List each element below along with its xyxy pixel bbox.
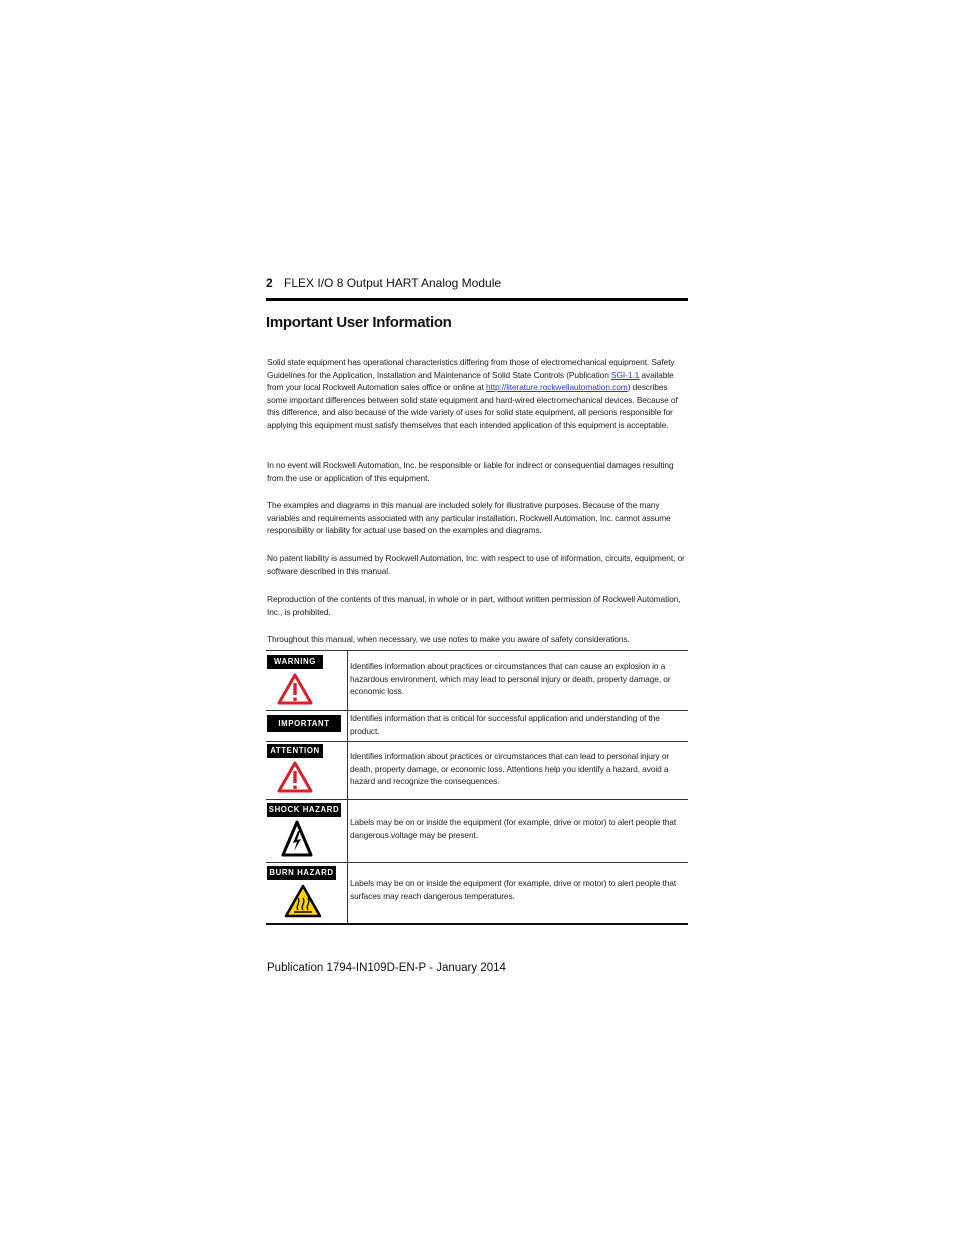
footer-prefix: Publication	[267, 962, 324, 974]
important-text: Identifies information that is critical for successful application and understanding of the product.	[350, 713, 660, 736]
shock-hazard-text: Labels may be on or inside the equipment (for example, drive or motor) to alert people that dangerous voltage may be present.	[350, 817, 677, 840]
shock-hazard-label: SHOCK HAZARD	[267, 803, 341, 817]
paragraph-text: available from your local Rockwell Automation sales office or online at	[267, 369, 674, 392]
attention-text: Identifies information about practices or circumstances that can lead to personal injury or death, property damage, or economic loss. Attentions help you identify a hazard, avoid a hazard and recognize the consequences.	[350, 751, 670, 786]
warning-text: Identifies information about practices or circumstances that can cause an explosion in a hazardous environment, which may lead to personal injury or death, property damage, or economic loss.	[350, 661, 671, 696]
note-row-attention	[266, 741, 688, 799]
page-footer	[267, 962, 506, 974]
attention-label: ATTENTION	[267, 744, 323, 758]
paragraph-reproduction: Reproduction of the contents of this manual, in whole or in part, without written permission of Rockwell Automation, Inc., is prohibited.	[267, 594, 681, 617]
page-number: 2	[266, 276, 273, 290]
document-title: FLEX I/O 8 Output HART Analog Module	[284, 276, 502, 290]
warning-triangle-icon	[277, 761, 313, 793]
burn-hazard-text: Labels may be on or inside the equipment (for example, drive or motor) to alert people that surfaces may reach dangerous temperatures.	[350, 878, 677, 901]
header-rule	[266, 298, 688, 301]
note-row-burn-hazard	[266, 862, 688, 925]
shock-hazard-icon	[281, 820, 313, 858]
paragraph-examples: The examples and diagrams in this manual are included solely for illustrative purposes. Because of the many variables and requirements associated with any particular installation, Rockwell Automation, Inc. cannot assume responsibility or liability for actual use based on the examples and diagrams.	[267, 500, 671, 535]
section-title: Important User Information	[266, 314, 452, 331]
burn-hazard-label: BURN HAZARD	[267, 866, 336, 880]
paragraph-notes-intro: Throughout this manual, when necessary, we use notes to make you aware of safety considerations.	[267, 634, 630, 644]
paragraph-liability: In no event will Rockwell Automation, Inc. be responsible or liable for indirect or consequential damages resulting from the use or application of this equipment.	[267, 460, 674, 483]
safety-notes-table	[266, 650, 688, 925]
sgi-link[interactable]: SGI-1.1	[611, 369, 640, 380]
paragraph-text: Solid state equipment has operational characteristics differing from those of electromechanical equipment. Safety Guidelines for the Application, Installation and Maintenance of Solid State Controls (Publication	[267, 357, 675, 380]
literature-link[interactable]: http://literature.rockwellautomation.com	[485, 382, 628, 392]
important-label: IMPORTANT	[267, 715, 341, 732]
publication-number: 1794-IN109D-EN-P - January 2014	[326, 962, 506, 974]
burn-hazard-icon	[284, 884, 322, 918]
paragraph-text: ) describes some important differences between solid state equipment and hard-wired electromechanical devices. Because of this difference, and also because of the wide variety of uses for solid state equipment, all persons responsible for applying this equipment must satisfy themselves that each intended application of this equipment is acceptable.	[267, 382, 678, 430]
note-row-warning	[266, 650, 688, 710]
paragraph-patent: No patent liability is assumed by Rockwell Automation, Inc. with respect to use of information, circuits, equipment, or software described in this manual.	[267, 553, 685, 576]
warning-triangle-icon	[277, 673, 313, 705]
page-header	[266, 276, 501, 290]
note-row-shock-hazard	[266, 799, 688, 862]
warning-label: WARNING	[267, 655, 323, 669]
note-row-important	[266, 710, 688, 741]
paragraph-solid-state	[267, 356, 687, 431]
